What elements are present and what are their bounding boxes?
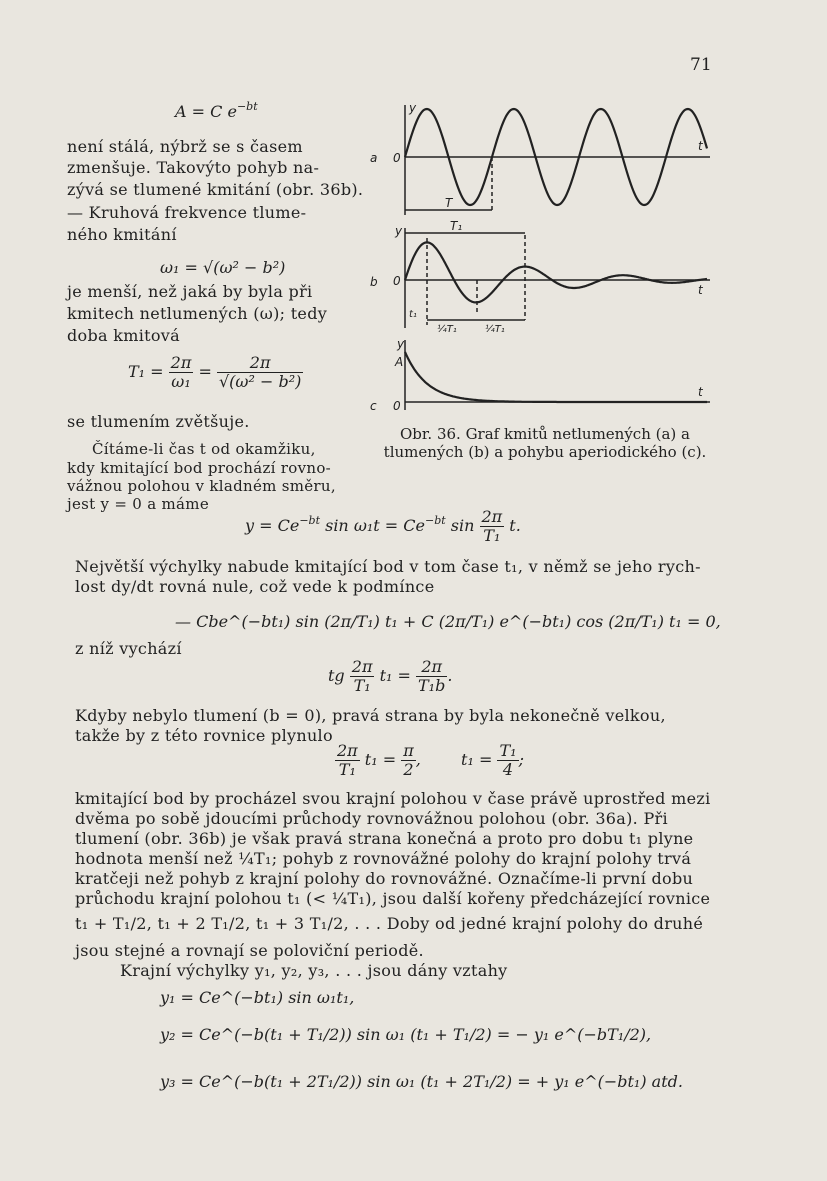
frac-num: 2π	[351, 657, 373, 676]
label-t-c: t	[698, 385, 703, 399]
label-zero-b: 0	[393, 274, 401, 288]
eq-nd-frac1	[335, 742, 360, 779]
text-line: — Kruhová frekvence tlume-	[67, 203, 307, 222]
text-line: jest y = 0 a máme	[67, 495, 209, 513]
equation-nodamp	[335, 742, 524, 779]
equation-period	[128, 354, 303, 391]
frac-num: 2π	[337, 741, 358, 760]
frac-num: 2π	[481, 507, 503, 526]
eq-period-equals: =	[198, 362, 212, 381]
eq-amplitude-text: A = C e	[175, 102, 237, 121]
equation-y1: y₁ = Ce^(−bt₁) sin ω₁t₁,	[160, 988, 355, 1007]
damped-wave	[405, 242, 707, 302]
equation-y2: y₂ = Ce^(−b(t₁ + T₁/2)) sin ω₁ (t₁ + T₁/2) = − y₁ e^(−bT₁/2),	[160, 1025, 652, 1044]
aperiodic-curve	[405, 352, 707, 402]
text-line: lost dy/dt rovná nule, což vede k podmínce	[75, 577, 435, 596]
text-line: jsou stejné a rovnají se poloviční periodě.	[75, 941, 424, 960]
text-line: takže by z této rovnice plynulo	[75, 726, 333, 745]
equation-condition: — Cbe^(−bt₁) sin (2π/T₁) t₁ + C (2π/T₁) e^(−bt₁) cos (2π/T₁) t₁ = 0,	[175, 612, 721, 631]
text-line: Krajní výchylky y₁, y₂, y₃, . . . jsou dány vztahy	[120, 961, 508, 980]
label-t1: t₁	[409, 309, 417, 320]
label-y-b: y	[395, 224, 403, 238]
equation-y	[245, 508, 521, 545]
text-line: kratčeji než pohyb z krajní polohy do rovnovážné. Označíme-li první dobu	[75, 869, 694, 888]
figure-caption: Obr. 36. Graf kmitů netlumených (a) a tlumených (b) a pohybu aperiodického (c).	[383, 425, 707, 461]
text-line: je menší, než jaká by byla při	[67, 282, 313, 301]
text-line: kmitech netlumených (ω); tedy	[67, 304, 328, 323]
frac-num: 2π	[217, 354, 303, 373]
label-amp-c: A	[395, 355, 404, 369]
page-number: 71	[690, 55, 712, 75]
eq-nd-frac2	[401, 742, 416, 779]
text-line: zmenšuje. Takovýto pohyb na-	[67, 158, 320, 177]
text-line: Největší výchylky nabude kmitající bod v tom čase t₁, v němž se jeho rych-	[75, 557, 701, 576]
text-line: průchodu krajní polohou t₁ (< ¼T₁), jsou další kořeny předcházející rovnice	[75, 889, 711, 908]
label-period-a: T	[445, 196, 453, 210]
label-zero-c: 0	[393, 399, 401, 413]
frac-num: π	[403, 741, 414, 760]
eq-y-mid: sin ω₁t = Ce	[320, 516, 425, 535]
oscillation-figure	[365, 100, 715, 420]
text-line: ného kmitání	[67, 225, 177, 244]
label-period-b: T₁	[450, 219, 463, 233]
eq-nd-m1: t₁ =	[364, 750, 397, 769]
text-line: hodnota menší než ¼T₁; pohyb z rovnovážné polohy do krajní polohy trvá	[75, 849, 692, 868]
frac-num: 2π	[170, 353, 192, 372]
frac-num: T₁	[499, 741, 517, 760]
label-c: c	[370, 399, 377, 413]
eq-nd-semicolon: ;	[518, 750, 524, 769]
label-y-a: y	[409, 101, 417, 115]
text-line: tlumení (obr. 36b) je však pravá strana konečná a proto pro dobu t₁ plyne	[75, 829, 694, 848]
text-line: dvěma po sobě jdoucími průchody rovnovážnou polohou (obr. 36a). Při	[75, 809, 668, 828]
text-line: zývá se tlumené kmitání (obr. 36b).	[67, 180, 364, 199]
eq-nd-m2: t₁ =	[461, 750, 493, 769]
eq-y-frac	[480, 508, 505, 545]
frac-den: T₁b	[418, 676, 446, 695]
eq-period-frac2	[217, 354, 303, 391]
frac-den: 4	[502, 760, 514, 779]
eq-y-exp: −bt	[299, 514, 321, 527]
text-line: t₁ + T₁/2, t₁ + 2 T₁/2, t₁ + 3 T₁/2, . . . Doby od jedné krajní polohy do druhé	[75, 914, 704, 933]
frac-den: 2	[403, 760, 414, 779]
equation-omega: ω₁ = √(ω² − b²)	[160, 258, 286, 277]
eq-nd-comma: ,	[415, 750, 421, 769]
label-y-c: y	[397, 337, 405, 351]
frac-den: ω₁	[171, 372, 191, 391]
eq-tg-frac1	[350, 658, 375, 695]
frac-den: √(ω² − b²)	[218, 372, 302, 391]
eq-tg-frac2	[416, 658, 447, 695]
label-b: b	[370, 275, 378, 289]
label-zero-a: 0	[393, 151, 401, 165]
text-line: vážnou polohou v kladném směru,	[67, 477, 336, 495]
eq-amplitude-exp: −bt	[236, 100, 258, 113]
label-a: a	[370, 151, 378, 165]
text-line: doba kmitová	[67, 326, 180, 345]
text-line: není stálá, nýbrž se s časem	[67, 137, 303, 156]
frac-den: T₁	[353, 676, 371, 695]
eq-period-frac1	[169, 354, 194, 391]
eq-tg-lhs: tg	[328, 666, 345, 685]
text-line: se tlumením zvětšuje.	[67, 412, 250, 431]
equation-tg	[328, 658, 452, 695]
eq-y-tail: t.	[504, 516, 521, 535]
text-line: Čítáme-li čas t od okamžiku,	[92, 440, 316, 458]
frac-num: 2π	[416, 658, 447, 677]
frac-den: T₁	[483, 526, 501, 545]
eq-y-sin: sin	[445, 516, 475, 535]
equation-amplitude	[175, 100, 258, 121]
equation-y3: y₃ = Ce^(−b(t₁ + 2T₁/2)) sin ω₁ (t₁ + 2T₁/2) = + y₁ e^(−bt₁) atd.	[160, 1072, 683, 1091]
text-line: Kdyby nebylo tlumení (b = 0), pravá strana by byla nekonečně velkou,	[75, 706, 666, 725]
label-t-b: t	[698, 283, 703, 297]
frac-den: T₁	[338, 760, 356, 779]
eq-tg-tail: .	[447, 666, 453, 685]
eq-tg-mid: t₁ =	[379, 666, 411, 685]
eq-nd-frac3	[497, 742, 518, 779]
text-line: kdy kmitající bod prochází rovno-	[67, 459, 332, 477]
label-quarter-2: ¼T₁	[485, 324, 505, 335]
eq-period-lhs: T₁ =	[128, 362, 164, 381]
label-quarter-1: ¼T₁	[437, 324, 457, 335]
text-line: z níž vychází	[75, 639, 182, 658]
label-t-a: t	[698, 139, 703, 153]
eq-y-left: y = Ce	[245, 516, 300, 535]
text-line: kmitající bod by procházel svou krajní polohou v čase právě uprostřed mezi	[75, 789, 711, 808]
eq-y-exp2: −bt	[425, 514, 446, 527]
